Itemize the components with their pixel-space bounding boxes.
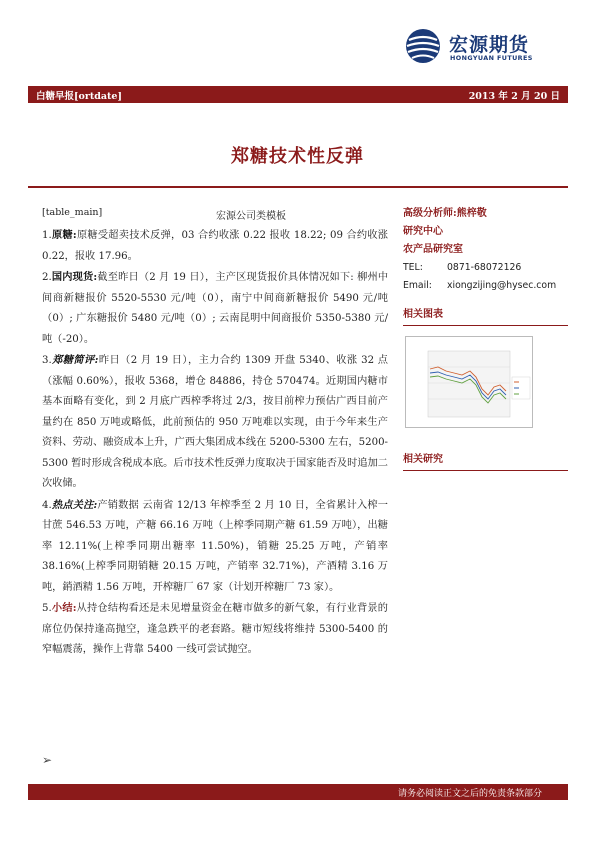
paragraph-number: 5. [42,603,52,614]
paragraph-summary [42,598,388,661]
paragraph-raw-sugar [42,225,388,267]
sidebar [403,205,568,471]
department: 研究中心 [403,226,443,237]
chart-thumbnail-image [406,337,532,427]
paragraph-heading: 小结: [51,602,77,614]
template-meta [42,205,388,223]
tel-value: 0871-68072126 [447,262,522,273]
paragraph-body: 昨日（2 月 19 日），主力合约 1309 开盘 5340、收涨 32 点（涨幅 0.60%），报收 5368，增仓 84886，持仓 570474。近期国内糖市基本面略有变化，到 2 月底广西榨季将过 2/3，按目前榨力预估广西目前产量约在 850 万吨或略低，此前预估的 950 万吨难以实现，由于今年来生产资料、劳动、融资成本上升，广西大集团成本线在 5200-5300 左右，5200-5300 暂时形成含税成本底。后市技术性反弹力度取决于国家能否及时追加二次收储。 [42,355,388,489]
logo-name-cn: 宏源期货 [449,34,530,56]
research-group: 农产品研究室 [403,244,463,255]
tel-label: TEL: [403,262,423,273]
email-label: Email: [403,280,432,291]
report-type: 白糖早报[ortdate] [36,91,122,102]
header-bar [28,86,568,103]
page-title: 郑糖技术性反弹 [231,146,364,167]
paragraph-body: 原糖受超卖技术反弹，03 合约收涨 0.22 报收 18.22; 09 合约收涨 0.22，报收 17.96。 [42,230,388,262]
report-date: 2013 年 2 月 20 日 [468,91,560,102]
company-logo [405,28,565,68]
logo-name-en: HONGYUAN FUTURES [450,54,533,62]
paragraph-number: 3. [42,355,52,366]
template-tag: [table_main] [42,207,103,218]
disclaimer-note: 请务必阅读正文之后的免责条款部分 [397,789,542,799]
globe-logo-icon [405,28,441,64]
paragraph-number: 2. [42,272,52,283]
paragraph-body: 产销数据 云南省 12/13 年榨季至 2 月 10 日，全省累计入榨一甘蔗 546.53 万吨，产糖 66.16 万吨（上榨季同期产糖 61.59 万吨），出糖率 12.11%(上榨季同期出糖率 11.50%)，销糖 25.25 万吨，产销率 38.16%(上榨季同期销糖 20.15 万吨，产销率 32.71%)，产酒精 3.16 万吨，銷酒精 1.56 万吨，开榨糖厂 67 家（计划开榨糖厂 73 家）。 [42,499,388,593]
tel-line [403,259,568,277]
paragraph-zhengzhou-review [42,350,388,495]
paragraph-number: 4. [42,499,52,511]
paragraph-heading: 原糖: [51,229,77,241]
footer-bar [28,784,568,800]
title-divider [28,186,568,188]
arrow-bullet-icon: ➢ [42,753,53,767]
email-value[interactable]: xiongzijing@hysec.com [447,280,557,291]
paragraph-hot-topics [42,495,388,599]
related-research-heading: 相关研究 [403,454,443,465]
section-divider [403,470,568,471]
template-name: 宏源公司类模板 [216,211,286,222]
analyst-name: 高级分析师:熊梓敬 [403,208,487,219]
paragraph-heading: 国内现货: [51,271,98,283]
main-content [42,205,388,661]
related-chart-thumbnail [405,336,533,428]
section-divider [403,325,568,326]
email-line [403,277,568,295]
paragraph-heading: 郑糖简评: [51,354,99,366]
paragraph-heading: 热点关注: [51,498,98,511]
related-chart-heading: 相关图表 [403,309,443,320]
paragraph-domestic-spot [42,267,388,350]
paragraph-number: 1. [42,230,52,241]
paragraph-body: 截至昨日（2 月 19 日），主产区现货报价具体情况如下: 柳州中间商新糖报价 5520-5530 元/吨（0），南宁中间商新糖报价 5490 元/吨（0）; 广东糖报价 5480 元/吨（0）; 云南昆明中间商报价 5350-5380 元/吨（-20）。 [42,272,389,345]
paragraph-body: 从持仓结构看还是未见增量资金在糖市做多的新气象，有行业背景的席位仍保持逢高抛空，逢急跌平的老套路。糖市短线将维持 5300-5400 的窄幅震荡，操作上背靠 5400 一线可尝试抛空。 [42,603,388,655]
